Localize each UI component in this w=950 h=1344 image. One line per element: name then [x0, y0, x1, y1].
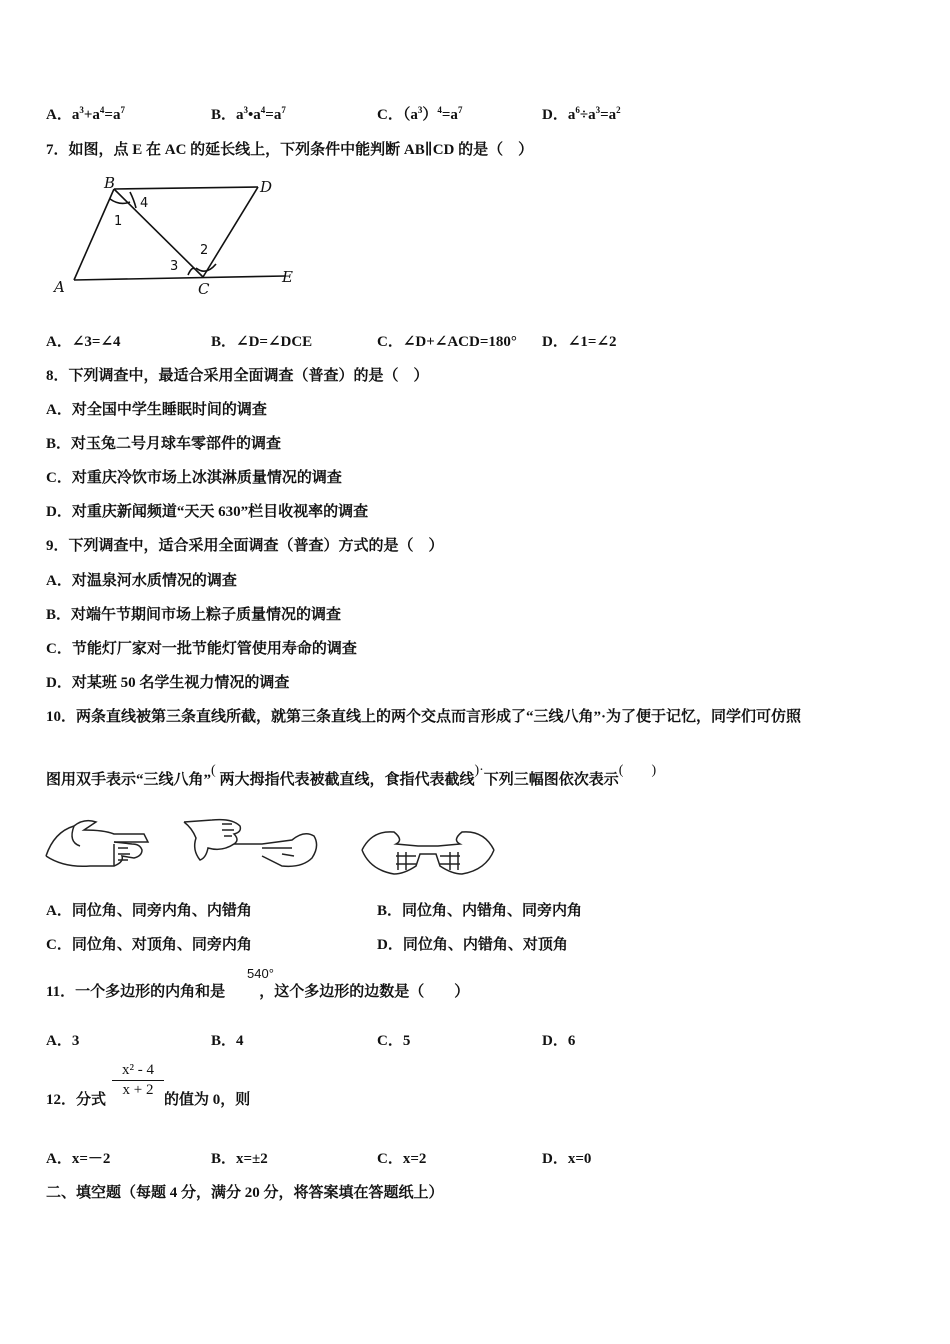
q10-option-a: A．同位角、同旁内角、内错角: [46, 903, 252, 919]
q7-option-c: C．∠D+∠ACD=180°: [377, 334, 517, 350]
q11-option-d: D．6: [542, 1033, 576, 1049]
q12-fraction: [112, 1062, 164, 1099]
q8-option-c: C．对重庆冷饮市场上冰淇淋质量情况的调查: [46, 470, 342, 486]
fraction-bar: [112, 1080, 164, 1081]
q9-option-b: B．对端午节期间市场上粽子质量情况的调查: [46, 607, 342, 623]
q11-stem: 11．一个多边形的内角和是 ，这个多边形的边数是（ ）: [46, 984, 470, 1000]
hands-figure-1: [44, 812, 154, 874]
q8-option-b: B．对玉兔二号月球车零部件的调查: [46, 436, 282, 452]
label-e: E: [282, 268, 293, 286]
q11-option-c: C．5: [377, 1033, 411, 1049]
q11-option-b: B．4: [211, 1033, 244, 1049]
q7-option-a: A．∠3=∠4: [46, 334, 121, 350]
label-b: B: [104, 174, 116, 192]
q8-stem: 8．下列调查中，最适合采用全面调查（普查）的是（ ）: [46, 368, 429, 384]
q12-stem: 12．分式 的值为 0，则: [46, 1092, 251, 1108]
q10-option-c: C．同位角、对顶角、同旁内角: [46, 937, 252, 953]
q7-stem: 7．如图，点 E 在 AC 的延长线上，下列条件中能判断 AB∥CD 的是（ ）: [46, 142, 534, 158]
q7-option-b: B．∠D=∠DCE: [211, 334, 313, 350]
q6-option-a: A．$a^3+a^4=a^7$: [46, 105, 125, 123]
hands-figure-2: [182, 812, 322, 874]
angle-arc-2: [196, 264, 216, 271]
q10-stem-line1: 10．两条直线被第三条直线所截，就第三条直线上的两个交点而言形成了“三线八角”·为了便于记忆，同学们可仿照: [46, 709, 802, 725]
q9-option-d: D．对某班 50 名学生视力情况的调查: [46, 675, 290, 691]
angle-label-1: 1: [114, 214, 123, 229]
angle-label-2: 2: [200, 243, 209, 258]
q9-option-c: C．节能灯厂家对一批节能灯管使用寿命的调查: [46, 641, 357, 657]
q12-option-a: A．x=－2: [46, 1151, 111, 1167]
angle-label-3: 3: [170, 259, 179, 274]
q8-option-a: A．对全国中学生睡眠时间的调查: [46, 402, 267, 418]
fraction-numerator: x² - 4: [122, 1062, 154, 1078]
q10-option-b: B．同位角、内错角、同旁内角: [377, 903, 583, 919]
line-bd: [114, 187, 258, 189]
label-c: C: [198, 280, 210, 298]
line-ab: [74, 189, 114, 280]
angle-label-4: 4: [140, 196, 149, 211]
q9-stem: 9．下列调查中，适合采用全面调查（普查）方式的是（ ）: [46, 538, 444, 554]
q12-option-d: D．x=0: [542, 1151, 592, 1167]
line-ace: [74, 276, 286, 280]
label-d: D: [260, 178, 273, 196]
q12-option-b: B．x=±2: [211, 1151, 268, 1167]
q6-option-c: C．$(a^3)^4=a^7$: [377, 105, 463, 123]
hands-figure-3: [358, 820, 498, 882]
angle-arc-3: [188, 268, 195, 275]
q12-option-c: C．x=2: [377, 1151, 427, 1167]
q10-stem-line2: 图用双手表示“三线八角”( 两大拇指代表被截直线，食指代表截线)·下列三幅图依次表示( ): [46, 763, 657, 788]
q10-option-d: D．同位角、内错角、对顶角: [377, 937, 568, 953]
q7-option-d: D．∠1=∠2: [542, 334, 617, 350]
fraction-denominator: x + 2: [122, 1082, 154, 1098]
q6-option-b: B．$a^3•a^4=a^7$: [211, 105, 286, 123]
q9-option-a: A．对温泉河水质情况的调查: [46, 573, 237, 589]
q7-geometry-figure: [46, 170, 306, 300]
q11-option-a: A．3: [46, 1033, 80, 1049]
section-2-heading: 二、填空题（每题 4 分，满分 20 分，将答案填在答题纸上）: [46, 1185, 444, 1201]
q6-option-d: D．$a^6\div a^3=a^2$: [542, 105, 621, 123]
q8-option-d: D．对重庆新闻频道“天天 630”栏目收视率的调查: [46, 504, 369, 520]
q11-angle-value: 540°: [247, 966, 274, 981]
label-a: A: [54, 278, 65, 296]
line-dc: [203, 187, 258, 277]
